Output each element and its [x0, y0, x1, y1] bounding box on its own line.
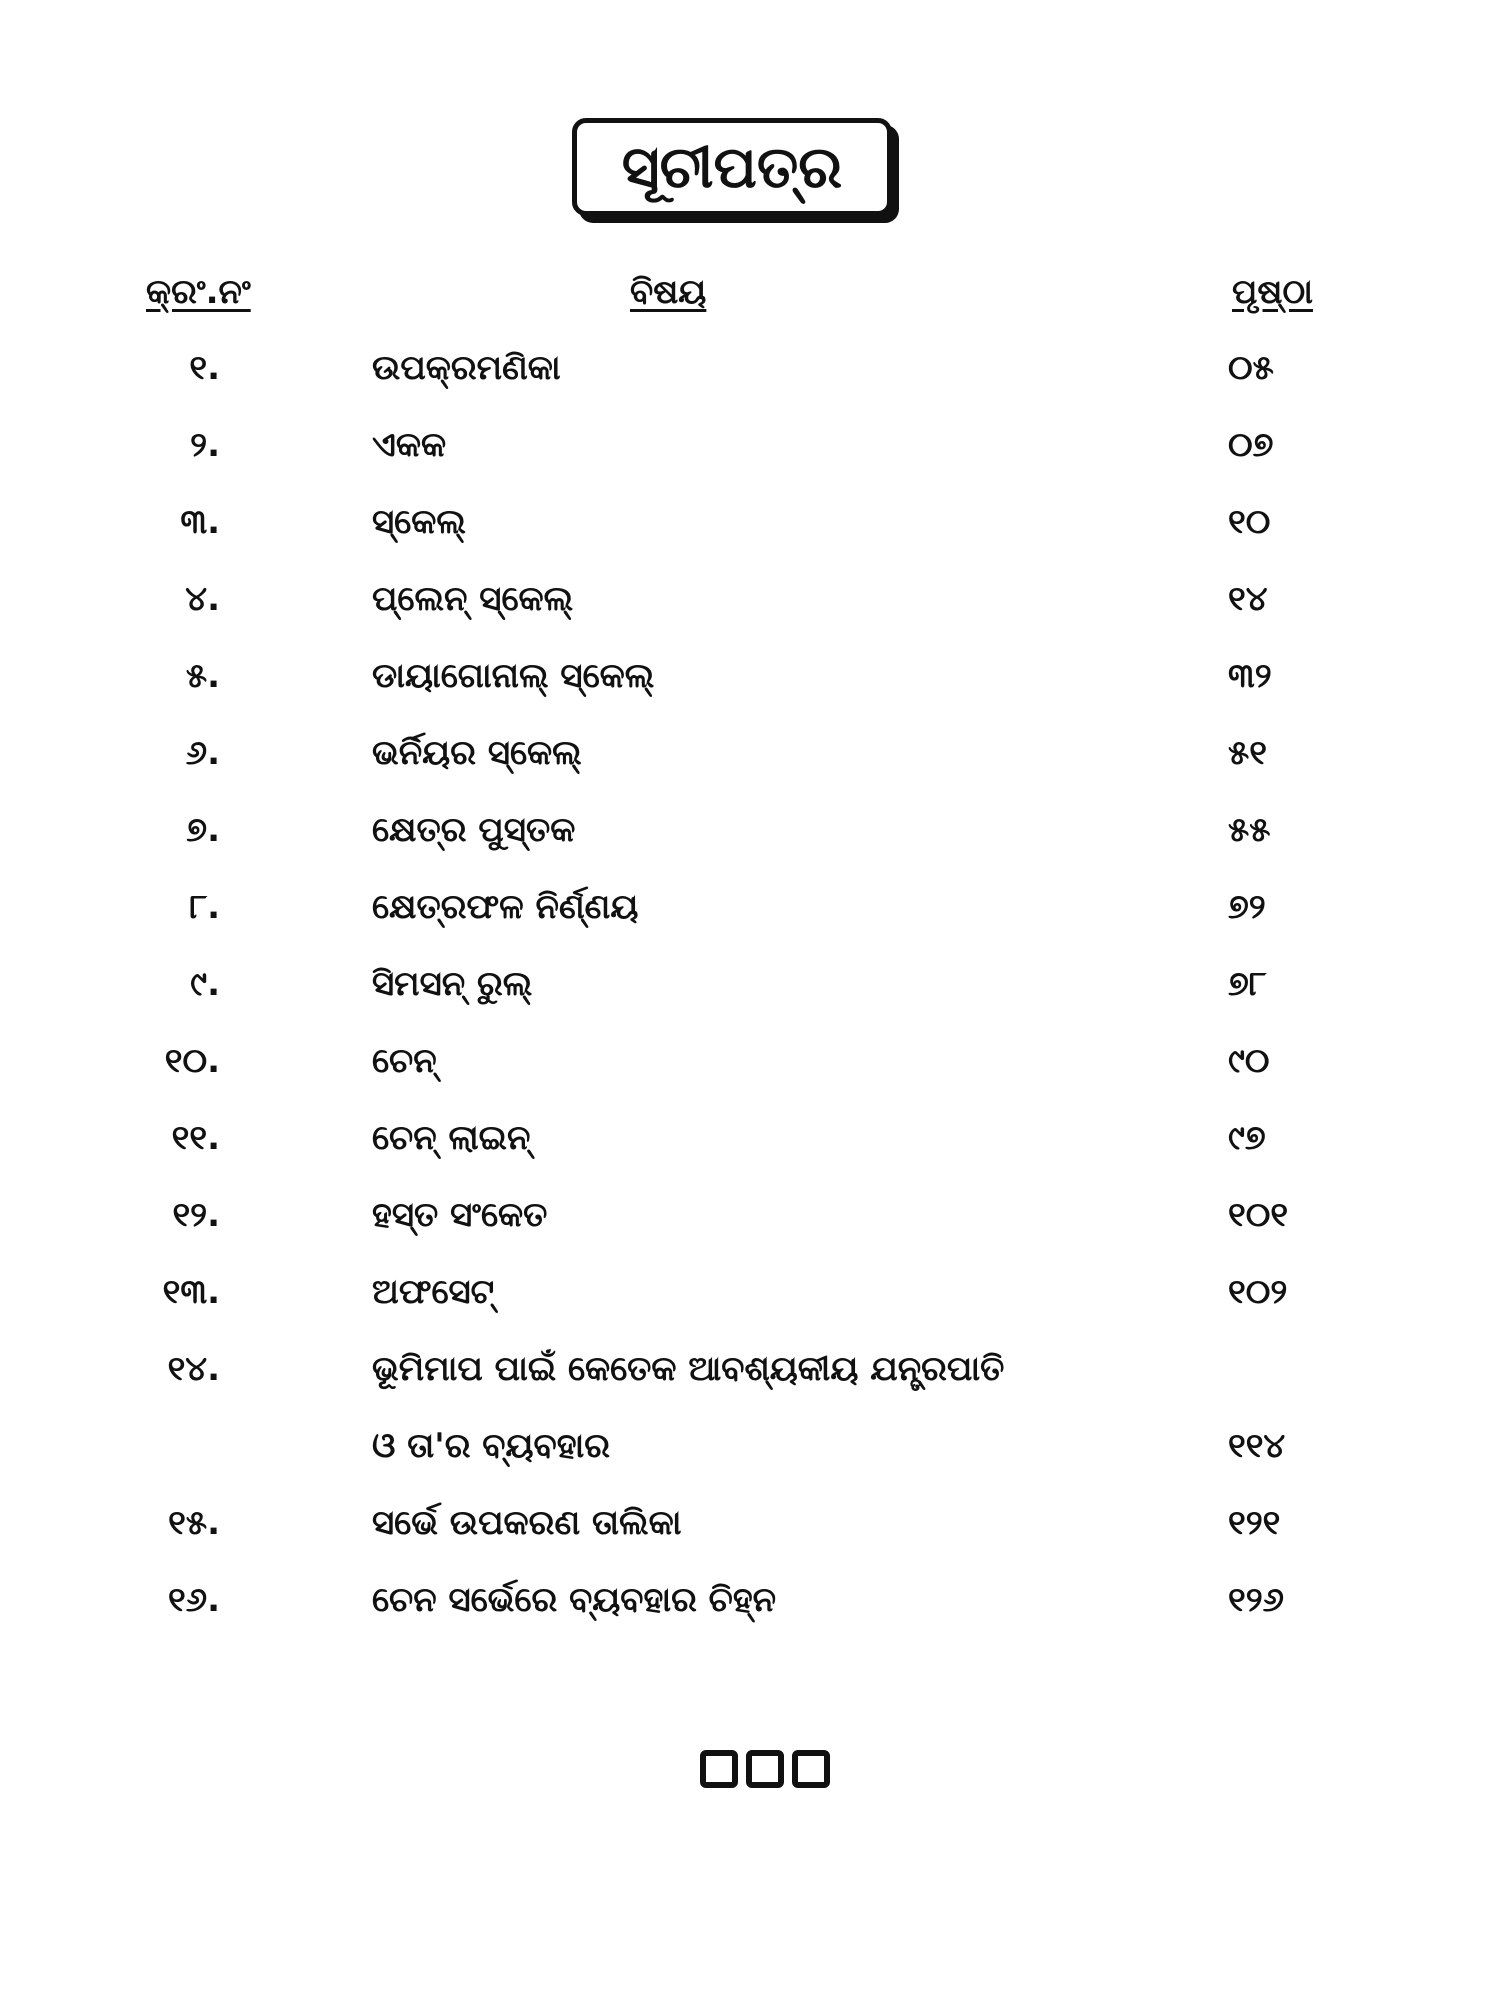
serial-number: ୪. — [185, 579, 220, 619]
serial-number: ୧୨. — [172, 1195, 220, 1235]
contents-row — [0, 1195, 1500, 1255]
page-number: ୧୦୨ — [1228, 1272, 1288, 1312]
end-ornament — [700, 1750, 830, 1788]
serial-number: ୧୧. — [171, 1118, 220, 1158]
contents-row — [0, 1118, 1500, 1178]
page-number: ୧୦୧ — [1228, 1195, 1289, 1235]
page-number: ୧୨୬ — [1228, 1580, 1284, 1620]
page-number: ୯୭ — [1228, 1118, 1266, 1158]
page-number: ୧୪ — [1228, 579, 1268, 619]
chapter-title: କ୍ଷେତ୍ରଫଳ ନିର୍ଣ୍ଣୟ — [372, 887, 639, 927]
chapter-title: ଚେନ୍ ଲାଇନ୍ — [372, 1118, 531, 1158]
page-number: ୩୨ — [1228, 656, 1272, 696]
page-number: ୫୫ — [1228, 810, 1271, 850]
contents-row — [0, 733, 1500, 793]
chapter-title: ଏକକ — [372, 425, 447, 465]
serial-number: ୫. — [185, 656, 220, 696]
serial-number: ୨. — [190, 425, 220, 465]
chapter-title: ଚେନ ସର୍ଭେରେ ବ୍ୟବହାର ଚିହ୍ନ — [372, 1580, 777, 1620]
contents-row — [0, 656, 1500, 716]
chapter-title: ଓ ତା'ର ବ୍ୟବହାର — [372, 1426, 611, 1466]
chapter-title: ଚେନ୍ — [372, 1041, 437, 1081]
chapter-title: ଅଫସେଟ୍ — [372, 1272, 495, 1312]
contents-row — [0, 1041, 1500, 1101]
page-number: ୦୫ — [1228, 348, 1274, 388]
page-header: ପୃଷ୍ଠା — [1232, 272, 1313, 312]
contents-row — [0, 348, 1500, 408]
chapter-title: ପ୍ଲେନ୍ ସ୍କେଲ୍ — [372, 579, 574, 619]
serial-number: ୩. — [180, 502, 220, 542]
chapter-title: ସର୍ଭେ ଉପକରଣ ତାଲିକା — [372, 1503, 682, 1543]
contents-row — [0, 502, 1500, 562]
serial-number: ୧. — [189, 348, 220, 388]
page-title: ସୂଚୀପତ୍ର — [621, 133, 843, 201]
serial-number: ୧୦. — [164, 1041, 220, 1081]
contents-row — [0, 1349, 1500, 1409]
contents-row — [0, 964, 1500, 1024]
chapter-title: କ୍ଷେତ୍ର ପୁସ୍ତକ — [372, 810, 576, 850]
serial-number: ୭. — [186, 810, 220, 850]
contents-row — [0, 1580, 1500, 1640]
chapter-title: ସିମସନ୍ ରୁଲ୍ — [372, 964, 533, 1004]
title-frame — [572, 118, 892, 216]
chapter-title: ହସ୍ତ ସଂକେତ — [372, 1195, 548, 1235]
contents-row — [0, 579, 1500, 639]
contents-row — [0, 810, 1500, 870]
serial-number: ୧୩. — [162, 1272, 220, 1312]
page-number: ୭୮ — [1228, 964, 1267, 1004]
chapter-title: ଉପକ୍ରମଣିକା — [372, 348, 561, 388]
serial-number: ୬. — [185, 733, 220, 773]
serial-number: ୮. — [189, 887, 220, 927]
page-number: ୭୨ — [1228, 887, 1266, 927]
serial-number: ୧୫. — [168, 1503, 220, 1543]
serial-number: ୧୪. — [167, 1349, 220, 1389]
chapter-title: ଭର୍ନିୟର ସ୍କେଲ୍ — [372, 733, 582, 773]
page-number: ୦୭ — [1228, 425, 1274, 465]
chapter-title: ସ୍କେଲ୍ — [372, 502, 466, 542]
page-number: ୧୨୧ — [1228, 1503, 1281, 1543]
square-ornament-icon — [700, 1750, 738, 1788]
contents-row — [0, 1426, 1500, 1486]
square-ornament-icon — [746, 1750, 784, 1788]
page-number: ୯୦ — [1228, 1041, 1270, 1081]
chapter-title: ଡାୟାଗୋନାଲ୍ ସ୍କେଲ୍ — [372, 656, 655, 696]
subject-header: ବିଷୟ — [630, 272, 707, 312]
chapter-title: ଭୂମିମାପ ପାଇଁ କେତେକ ଆବଶ୍ୟକୀୟ ଯନ୍ତ୍ରପାତି — [372, 1349, 1005, 1389]
page-number: ୫୧ — [1228, 733, 1267, 773]
serial-number: ୧୬. — [168, 1580, 220, 1620]
contents-row — [0, 425, 1500, 485]
contents-row — [0, 887, 1500, 947]
serial-number: ୯. — [190, 964, 220, 1004]
contents-row — [0, 1503, 1500, 1563]
contents-row — [0, 1272, 1500, 1332]
page-number: ୧୦ — [1228, 502, 1271, 542]
serial-number-header: କ୍ରଂ.ନଂ — [146, 272, 251, 312]
square-ornament-icon — [792, 1750, 830, 1788]
page-number: ୧୧୪ — [1228, 1426, 1286, 1466]
